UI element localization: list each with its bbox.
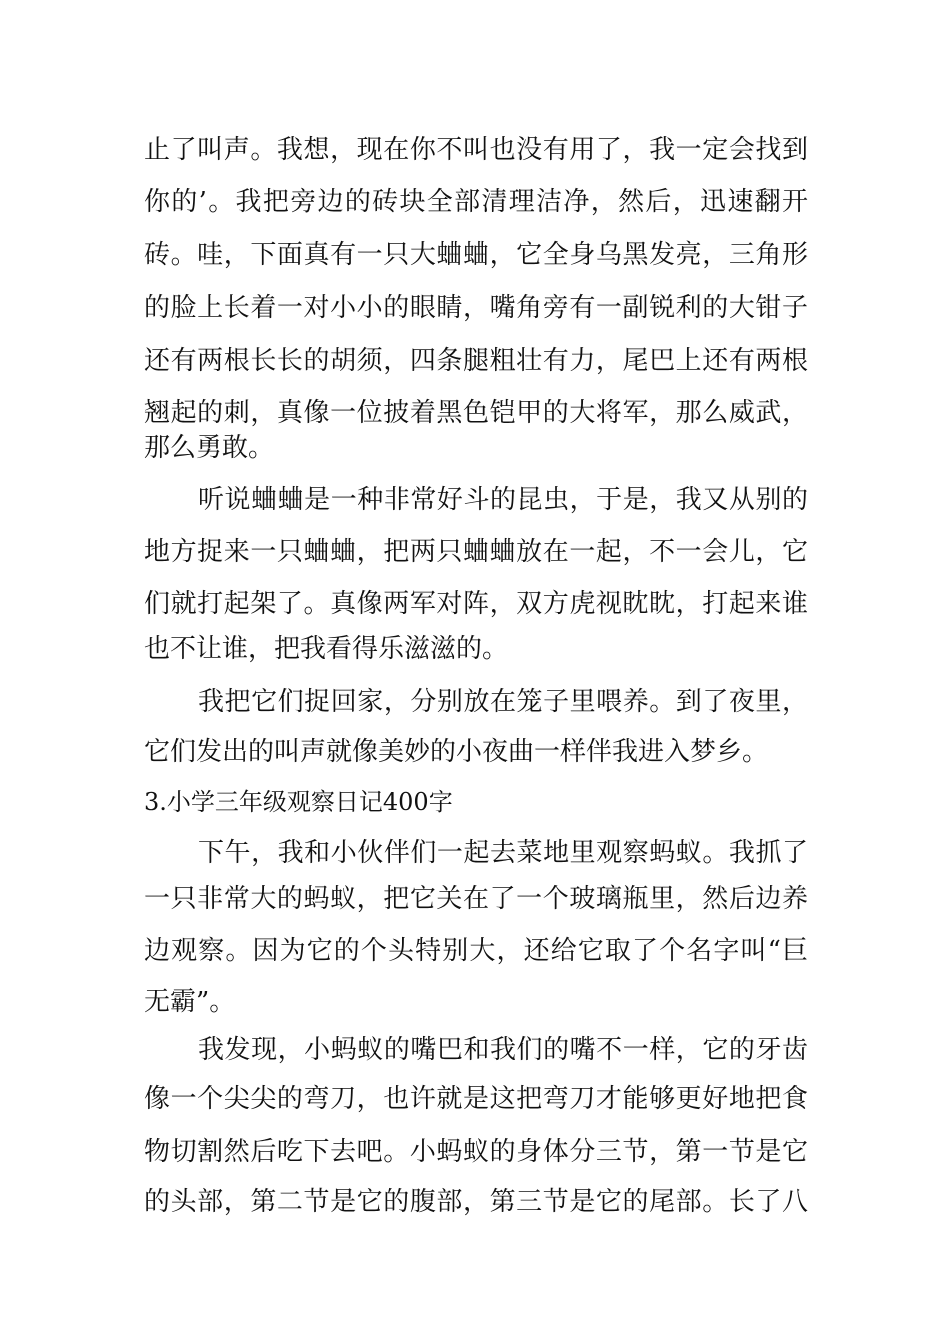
text-line: 它们发出的叫声就像美妙的小夜曲一样伴我进入梦乡。 — [144, 737, 769, 767]
text-line: 地方捉来一只蛐蛐，把两只蛐蛐放在一起，不一会儿，它 — [144, 537, 808, 567]
document-page — [144, 0, 808, 1344]
paragraph-first-line: 听说蛐蛐是一种非常好斗的昆虫，于是，我又从别的 — [198, 485, 808, 515]
text-line: 也不让谁，把我看得乐滋滋的。 — [144, 634, 509, 664]
text-line: 无霸”。 — [144, 987, 236, 1017]
text-line: 们就打起架了。真像两军对阵，双方虎视眈眈，打起来谁 — [144, 589, 808, 619]
text-line: 还有两根长长的胡须，四条腿粗壮有力，尾巴上还有两根 — [144, 346, 808, 376]
section-heading: 3.小学三年级观察日记400字 — [144, 788, 453, 816]
text-line: 一只非常大的蚂蚁，把它关在了一个玻璃瓶里，然后边养 — [144, 884, 808, 914]
text-line: 像一个尖尖的弯刀，也许就是这把弯刀才能够更好地把食 — [144, 1084, 808, 1114]
paragraph-first-line: 我发现，小蚂蚁的嘴巴和我们的嘴不一样，它的牙齿 — [198, 1035, 808, 1065]
paragraph-first-line: 我把它们捉回家，分别放在笼子里喂养。到了夜里， — [198, 687, 808, 717]
text-line: 边观察。因为它的个头特别大，还给它取了个名字叫“巨 — [144, 936, 808, 966]
text-line: 止了叫声。我想，现在你不叫也没有用了，我一定会找到 — [144, 135, 808, 165]
text-line: 砖。哇，下面真有一只大蛐蛐，它全身乌黑发亮，三角形 — [144, 240, 808, 270]
paragraph-first-line: 下午，我和小伙伴们一起去菜地里观察蚂蚁。我抓了 — [198, 838, 808, 868]
text-line: 翘起的刺，真像一位披着黑色铠甲的大将军，那么威武， — [144, 398, 808, 428]
text-line: 的头部，第二节是它的腹部，第三节是它的尾部。长了八 — [144, 1187, 808, 1217]
text-line: 物切割然后吃下去吧。小蚂蚁的身体分三节，第一节是它 — [144, 1137, 808, 1167]
text-line: 那么勇敢。 — [144, 433, 275, 463]
text-line: 你的’。我把旁边的砖块全部清理洁净，然后，迅速翻开 — [144, 187, 808, 217]
text-line: 的脸上长着一对小小的眼睛，嘴角旁有一副锐利的大钳子 — [144, 293, 808, 323]
